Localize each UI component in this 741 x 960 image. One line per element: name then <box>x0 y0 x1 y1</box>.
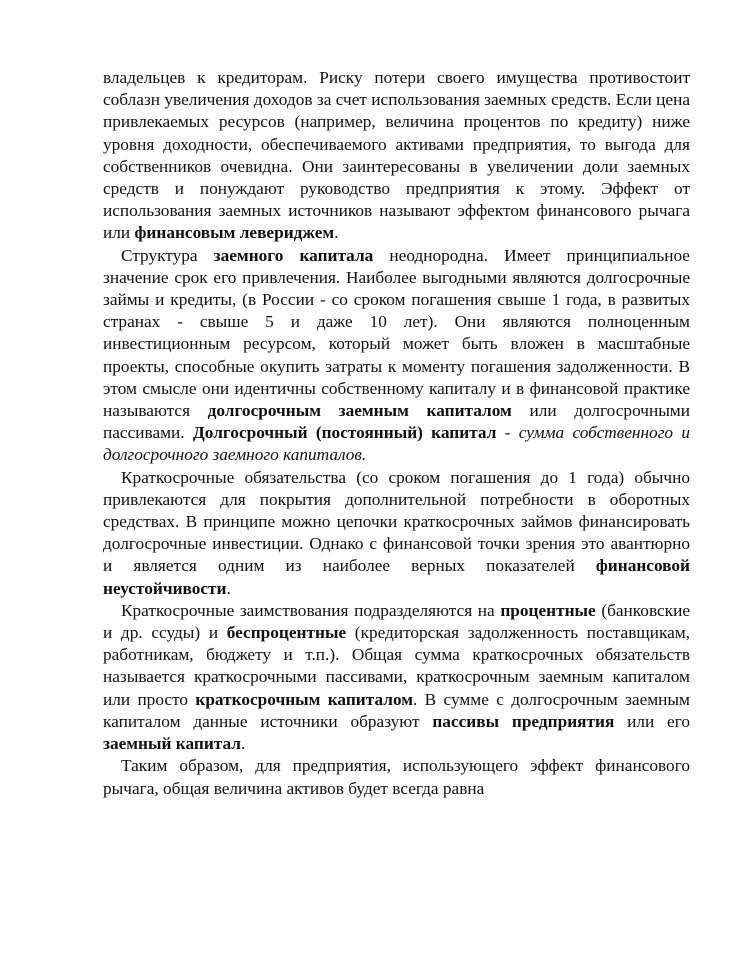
paragraph-4-text-a: Краткосрочные заимствования подразделяются на <box>121 600 501 620</box>
paragraph-5 <box>103 755 690 799</box>
paragraph-1-text: владельцев к кредиторам. Риску потери своего имущества противостоит соблазн увеличения доходов за счет использования заемных средств. Если цена привлекаемых ресурсов (например, величина процентов по кредиту) ниже уровня доходности, обеспечиваемого активами предприятия, то выгода для собственников очевидна. Они заинтересованы в увеличении доли заемных средств и понуждают руководство предприятия к этому. Эффект от использования заемных источников называют эффектом финансового рычага или <box>103 68 690 243</box>
paragraph-4-end: . <box>240 734 246 754</box>
paragraph-1-end: . <box>334 223 339 243</box>
term-enterprise-liabilities: пассивы предприятия <box>432 711 615 731</box>
term-long-term-permanent-capital: Долгосрочный (постоянный) капитал <box>192 423 497 443</box>
term-borrowed-capital-total: заемный капитал <box>103 734 241 754</box>
paragraph-2 <box>103 245 690 467</box>
paragraph-1 <box>103 67 690 245</box>
paragraph-3 <box>103 467 690 600</box>
paragraph-3-text: Краткосрочные обязательства (со сроком погашения до 1 года) обычно привлекаются для покрытия дополнительной потребности в оборотных средствах. В принципе можно цепочки краткосрочных займов финансировать долгосрочные инвестиции. Однако с финансовой точки зрения это авантюрно и является одним из наиболее верных показателей <box>103 467 690 576</box>
term-financial-instability: финансовой неустойчивости <box>103 556 690 598</box>
term-long-term-borrowed-capital: долгосрочным заемным капиталом <box>207 401 512 421</box>
term-financial-leverage: финансовым левериджем <box>134 223 335 243</box>
paragraph-2-dash: - <box>496 423 519 443</box>
paragraph-3-end: . <box>226 578 231 598</box>
paragraph-4-text-e: или его <box>614 711 690 731</box>
paragraph-4-text-c: (кредиторская задолженность поставщикам, работникам, бюджету и т.п.). Общая сумма краткосрочных обязательств называется краткосрочными пассивами, краткосрочным заемным капиталом или просто <box>103 623 691 709</box>
paragraph-4 <box>103 600 690 755</box>
term-interest-bearing: процентные <box>500 600 596 620</box>
paragraph-5-text: Таким образом, для предприятия, использующего эффект финансового рычага, общая величина активов будет всегда равна <box>103 756 690 798</box>
paragraph-4-text-d: . В сумме с долгосрочным заемным капиталом данные источники образуют <box>103 689 690 731</box>
paragraph-2-text-b: неоднородна. Имеет принципиальное значение срок его привлечения. Наиболее выгодными являются долгосрочные займы и кредиты, (в России - со сроком погашения свыше 1 года, в развитых странах - свыше 5 и даже 10 лет). Они являются полноценным инвестиционным ресурсом, который может быть вложен в масштабные проекты, способные окупить затраты к моменту погашения задолженности. В этом смысле они идентичны собственному капиталу и в финансовой практике называются <box>103 245 690 421</box>
paragraph-2-text-a: Структура <box>121 245 214 265</box>
definition-long-term-capital: сумма собственного и долгосрочного заемного капиталов. <box>103 423 690 465</box>
term-borrowed-capital: заемного капитала <box>213 245 374 265</box>
paragraph-4-text-b: (банковские и др. ссуды) и <box>103 600 690 643</box>
paragraph-2-text-c: или долгосрочными пассивами. <box>103 401 690 443</box>
term-interest-free: беспроцентные <box>226 623 347 643</box>
document-page <box>103 67 690 800</box>
term-short-term-capital: краткосрочным капиталом <box>195 689 414 709</box>
